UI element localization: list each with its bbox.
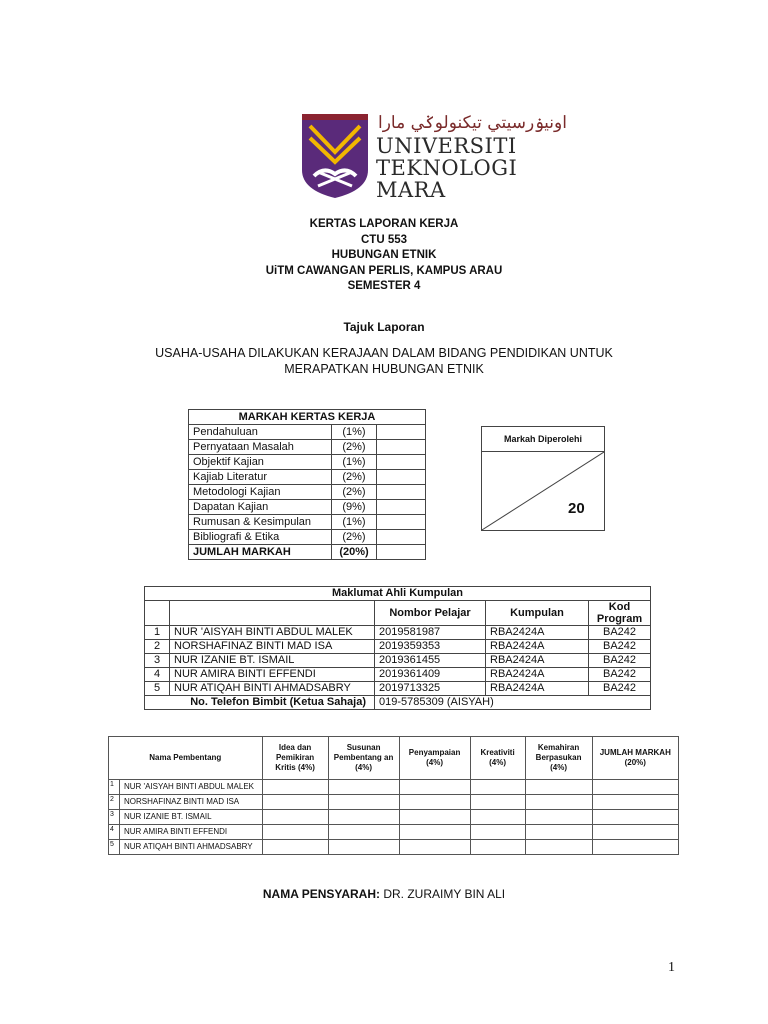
table-row bbox=[109, 840, 679, 855]
member-no: 5 bbox=[145, 682, 170, 696]
member-group: RBA2424A bbox=[486, 654, 589, 668]
table-row bbox=[189, 455, 426, 470]
score-cell bbox=[470, 810, 525, 825]
member-no: 1 bbox=[145, 626, 170, 640]
score-cell bbox=[399, 780, 470, 795]
phone-label: No. Telefon Bimbit (Ketua Sahaja) bbox=[145, 696, 375, 710]
member-student-no: 2019361409 bbox=[375, 668, 486, 682]
score-cell bbox=[328, 825, 399, 840]
markah-pct: (2%) bbox=[332, 440, 377, 455]
logo-line-universiti: UNIVERSITI bbox=[376, 134, 517, 158]
table-row bbox=[109, 825, 679, 840]
logo-line-mara: MARA bbox=[376, 178, 446, 202]
table-row bbox=[109, 795, 679, 810]
member-name: NORSHAFINAZ BINTI MAD ISA bbox=[170, 640, 375, 654]
markah-blank bbox=[377, 485, 426, 500]
score-cell bbox=[525, 810, 592, 825]
markah-item: Pendahuluan bbox=[189, 425, 332, 440]
member-no: 3 bbox=[145, 654, 170, 668]
markah-diperolehi-value: 20 bbox=[568, 500, 585, 517]
score-cell bbox=[525, 795, 592, 810]
score-cell bbox=[262, 825, 328, 840]
presenter-no: 4 bbox=[109, 825, 120, 840]
member-group: RBA2424A bbox=[486, 626, 589, 640]
markah-blank bbox=[377, 515, 426, 530]
table-row bbox=[109, 780, 679, 795]
markah-diperolehi-box bbox=[481, 426, 605, 531]
score-cell bbox=[399, 810, 470, 825]
score-cell bbox=[592, 795, 678, 810]
member-student-no: 2019581987 bbox=[375, 626, 486, 640]
member-program: BA242 bbox=[589, 626, 651, 640]
score-cell bbox=[470, 825, 525, 840]
member-student-no: 2019713325 bbox=[375, 682, 486, 696]
score-cell bbox=[525, 825, 592, 840]
header-kod-program: Kod Program bbox=[589, 601, 651, 626]
member-name: NUR 'AISYAH BINTI ABDUL MALEK bbox=[170, 626, 375, 640]
ahli-kumpulan-table bbox=[144, 586, 651, 710]
markah-kertas-table bbox=[188, 409, 426, 560]
pensyarah-label: NAMA PENSYARAH: bbox=[262, 887, 380, 901]
presenter-name: NUR IZANIE BT. ISMAIL bbox=[120, 810, 263, 825]
member-program: BA242 bbox=[589, 640, 651, 654]
score-cell bbox=[262, 840, 328, 855]
tajuk-label: Tajuk Laporan bbox=[343, 320, 425, 334]
score-cell bbox=[525, 780, 592, 795]
markah-pct: (2%) bbox=[332, 470, 377, 485]
header-idea: Idea dan Pemikiran Kritis (4%) bbox=[262, 737, 328, 780]
header-blank bbox=[170, 601, 375, 626]
table-row bbox=[189, 530, 426, 545]
presenter-name: NUR AMIRA BINTI EFFENDI bbox=[120, 825, 263, 840]
header-jumlah: JUMLAH MARKAH (20%) bbox=[592, 737, 678, 780]
pembentang-table bbox=[108, 736, 679, 855]
markah-blank bbox=[377, 545, 426, 560]
score-cell bbox=[399, 795, 470, 810]
table-row bbox=[189, 470, 426, 485]
score-cell bbox=[399, 840, 470, 855]
header-susunan: Susunan Pembentang an (4%) bbox=[328, 737, 399, 780]
member-group: RBA2424A bbox=[486, 640, 589, 654]
member-student-no: 2019361455 bbox=[375, 654, 486, 668]
score-cell bbox=[328, 840, 399, 855]
tajuk-line-1: USAHA-USAHA DILAKUKAN KERAJAAN DALAM BIDANG PENDIDIKAN UNTUK bbox=[155, 346, 613, 360]
table-row bbox=[189, 545, 426, 560]
markah-pct: (1%) bbox=[332, 515, 377, 530]
member-name: NUR IZANIE BT. ISMAIL bbox=[170, 654, 375, 668]
markah-blank bbox=[377, 470, 426, 485]
member-student-no: 2019359353 bbox=[375, 640, 486, 654]
score-cell bbox=[328, 810, 399, 825]
presenter-no: 3 bbox=[109, 810, 120, 825]
presenter-no: 1 bbox=[109, 780, 120, 795]
markah-item: Metodologi Kajian bbox=[189, 485, 332, 500]
course-name: HUBUNGAN ETNIK bbox=[331, 249, 437, 261]
score-cell bbox=[262, 795, 328, 810]
score-cell bbox=[592, 810, 678, 825]
uitm-crest-icon bbox=[300, 112, 370, 200]
score-cell bbox=[399, 825, 470, 840]
markah-item: Kajiab Literatur bbox=[189, 470, 332, 485]
member-name: NUR AMIRA BINTI EFFENDI bbox=[170, 668, 375, 682]
markah-item: Dapatan Kajian bbox=[189, 500, 332, 515]
table-row bbox=[145, 654, 651, 668]
table-row bbox=[189, 485, 426, 500]
member-program: BA242 bbox=[589, 682, 651, 696]
markah-pct: (9%) bbox=[332, 500, 377, 515]
table-row bbox=[189, 425, 426, 440]
markah-blank bbox=[377, 530, 426, 545]
score-cell bbox=[592, 840, 678, 855]
score-cell bbox=[525, 840, 592, 855]
logo-line-teknologi: TEKNOLOGI bbox=[376, 156, 518, 180]
pensyarah-line bbox=[0, 887, 768, 901]
page-number: 1 bbox=[668, 960, 675, 975]
report-title: KERTAS LAPORAN KERJA bbox=[309, 218, 459, 230]
markah-table-title: MARKAH KERTAS KERJA bbox=[189, 410, 426, 425]
markah-blank bbox=[377, 455, 426, 470]
tajuk-line-2: MERAPATKAN HUBUNGAN ETNIK bbox=[284, 362, 484, 376]
score-cell bbox=[328, 795, 399, 810]
uitm-logo bbox=[300, 112, 567, 202]
table-row bbox=[189, 440, 426, 455]
presenter-name: NORSHAFINAZ BINTI MAD ISA bbox=[120, 795, 263, 810]
markah-total-pct: (20%) bbox=[332, 545, 377, 560]
table-row bbox=[145, 640, 651, 654]
member-no: 4 bbox=[145, 668, 170, 682]
table-row bbox=[189, 500, 426, 515]
markah-pct: (1%) bbox=[332, 425, 377, 440]
logo-jawi-text: اونيۏرسيتي تيکنولوݢي مارا bbox=[378, 113, 567, 133]
header-penyampaian: Penyampaian (4%) bbox=[399, 737, 470, 780]
member-name: NUR ATIQAH BINTI AHMADSABRY bbox=[170, 682, 375, 696]
header-kreativiti: Kreativiti (4%) bbox=[470, 737, 525, 780]
member-program: BA242 bbox=[589, 668, 651, 682]
markah-blank bbox=[377, 440, 426, 455]
markah-item: Rumusan & Kesimpulan bbox=[189, 515, 332, 530]
header-blank bbox=[145, 601, 170, 626]
header-nombor-pelajar: Nombor Pelajar bbox=[375, 601, 486, 626]
table-row bbox=[145, 626, 651, 640]
score-cell bbox=[470, 795, 525, 810]
markah-item: Objektif Kajian bbox=[189, 455, 332, 470]
presenter-no: 2 bbox=[109, 795, 120, 810]
score-cell bbox=[592, 780, 678, 795]
member-group: RBA2424A bbox=[486, 668, 589, 682]
table-row bbox=[145, 696, 651, 710]
score-cell bbox=[262, 780, 328, 795]
semester: SEMESTER 4 bbox=[347, 280, 421, 292]
score-cell bbox=[592, 825, 678, 840]
markah-blank bbox=[377, 500, 426, 515]
presenter-name: NUR 'AISYAH BINTI ABDUL MALEK bbox=[120, 780, 263, 795]
score-cell bbox=[470, 840, 525, 855]
campus-name: UiTM CAWANGAN PERLIS, KAMPUS ARAU bbox=[265, 265, 503, 277]
table-row bbox=[145, 682, 651, 696]
markah-pct: (2%) bbox=[332, 530, 377, 545]
score-cell bbox=[470, 780, 525, 795]
member-no: 2 bbox=[145, 640, 170, 654]
header-kemahiran: Kemahiran Berpasukan (4%) bbox=[525, 737, 592, 780]
markah-item: Bibliografi & Etika bbox=[189, 530, 332, 545]
phone-value: 019-5785309 (AISYAH) bbox=[375, 696, 651, 710]
ahli-table-title: Maklumat Ahli Kumpulan bbox=[145, 587, 651, 601]
header-kumpulan: Kumpulan bbox=[486, 601, 589, 626]
header-nama-pembentang: Nama Pembentang bbox=[109, 737, 263, 780]
markah-blank bbox=[377, 425, 426, 440]
presenter-no: 5 bbox=[109, 840, 120, 855]
markah-diperolehi-label: Markah Diperolehi bbox=[482, 427, 604, 452]
member-program: BA242 bbox=[589, 654, 651, 668]
course-code: CTU 553 bbox=[360, 234, 408, 246]
markah-pct: (1%) bbox=[332, 455, 377, 470]
table-row bbox=[109, 810, 679, 825]
markah-item: Pernyataan Masalah bbox=[189, 440, 332, 455]
diagonal-divider bbox=[482, 452, 604, 531]
pensyarah-name: DR. ZURAIMY BIN ALI bbox=[383, 887, 506, 901]
member-group: RBA2424A bbox=[486, 682, 589, 696]
presenter-name: NUR ATIQAH BINTI AHMADSABRY bbox=[120, 840, 263, 855]
table-row bbox=[189, 515, 426, 530]
markah-total-label: JUMLAH MARKAH bbox=[189, 545, 332, 560]
markah-pct: (2%) bbox=[332, 485, 377, 500]
score-cell bbox=[328, 780, 399, 795]
table-row bbox=[145, 668, 651, 682]
score-cell bbox=[262, 810, 328, 825]
